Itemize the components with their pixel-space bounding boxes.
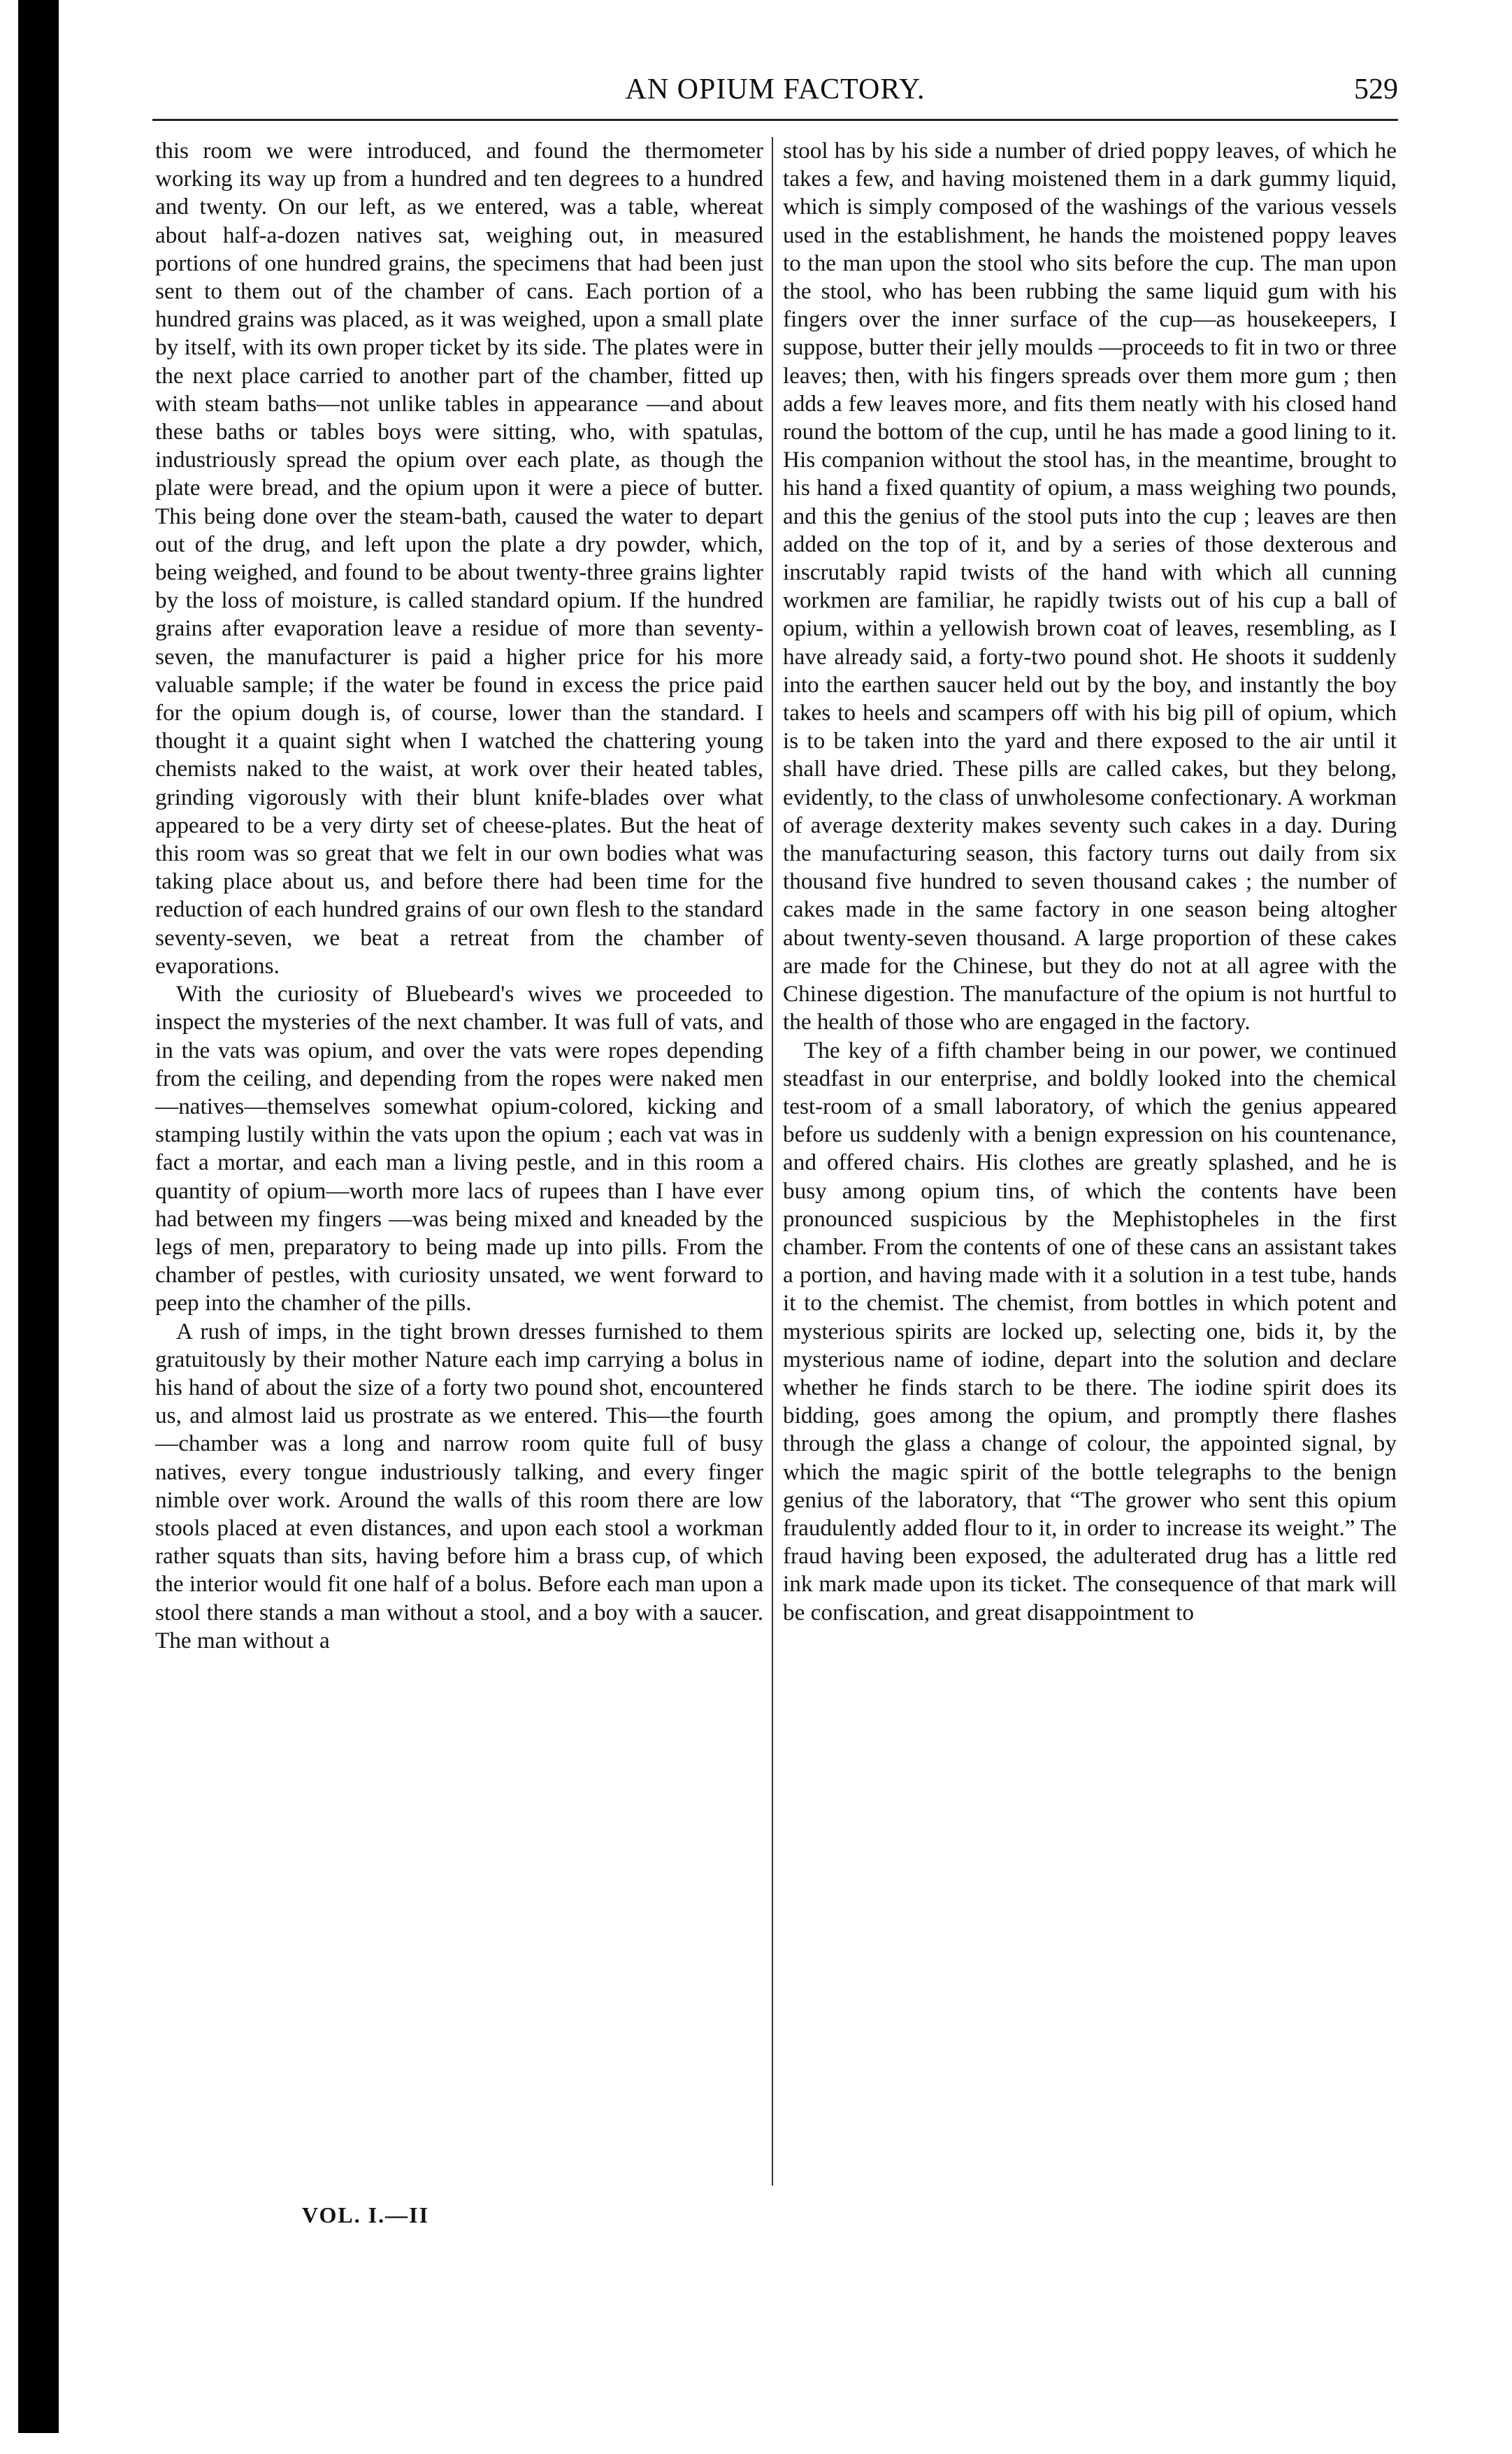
paragraph: this room we were introduced, and found the thermometer working its way up from a hundred and ten degrees to a hundred and twenty. On our left, as we entered, was a table, whereat about half-a-dozen natives sat, weighing out, in measured portions of one hundred grains, the specimens that had been just sent to them out of the chamber of cans. Each portion of a hundred grains was placed, as it was weighed, upon a small plate by itself, with its own proper ticket by its side. The plates were in the next place carried to another part of the chamber, fitted up with steam baths—not unlike tables in appearance —and about these baths or tables boys were sitting, who, with spatulas, industriously spread the opium over each plate, as though the plate were bread, and the opium upon it were a piece of butter. This being done over the steam-bath, caused the water to depart out of the drug, and left upon the plate a dry powder, which, being weighed, and found to be about twenty-three grains lighter by the loss of moisture, is called standard opium. If the hundred grains after evaporation leave a residue of more than seventy-seven, the manufacturer is paid a higher price for his more valuable sample; if the water be found in excess the price paid for the opium dough is, of course, lower than the standard. I thought it a quaint sight when I watched the chattering young chemists naked to the waist, at work over their heated tables, grinding vigorously with their blunt knife-blades over what appeared to be a very dirty set of cheese-plates. But the heat of this room was so great that we felt in our own bodies what was taking place about us, and before there had been time for the reduction of each hundred grains of our own flesh to the standard seventy-seven, we beat a retreat from the chamber of evaporations. xyxy=(155,138,763,979)
paragraph: A rush of imps, in the tight brown dresses furnished to them gratuitously by their mother Nature each imp carrying a bolus in his hand of about the size of a forty two pound shot, encountered us, and almost laid us prostrate as we entered. This—the fourth—chamber was a long and narrow room quite full of busy natives, every tongue industriously talking, and every finger nimble over work. Around the walls of this room there are low stools placed at even distances, and upon each stool a workman rather squats than sits, having before him a brass cup, of which the interior would fit one half of a bolus. Before each man upon a stool there stands a man without a stool, and a boy with a saucer. The man without a xyxy=(155,1318,763,1653)
column-right xyxy=(783,137,1397,1627)
paragraph: stool has by his side a number of dried poppy leaves, of which he takes a few, and having moistened them in a dark gummy liquid, which is simply composed of the washings of the various vessels used in the establishment, he hands the moistened poppy leaves to the man upon the stool who sits before the cup. The man upon the stool, who has been rubbing the same liquid gum with his fingers over the inner surface of the cup—as housekeepers, I suppose, butter their jelly moulds —proceeds to fit in two or three leaves; then, with his fingers spreads over them more gum ; then adds a few leaves more, and fits them neatly with his closed hand round the bottom of the cup, until he has made a good lining to it. His companion without the stool has, in the meantime, brought to his hand a fixed quantity of opium, a mass weighing two pounds, and this the genius of the stool puts into the cup ; leaves are then added on the top of it, and by a series of those dexterous and inscrutably rapid twists of the hand with which all cunning workmen are familiar, he rapidly twists out of his cup a ball of opium, within a yellowish brown coat of leaves, resembling, as I have already said, a forty-two pound shot. He shoots it suddenly into the earthen saucer held out by the boy, and instantly the boy takes to heels and scampers off with his big pill of opium, which is to be taken into the yard and there exposed to the air until it shall have dried. These pills are called cakes, but they belong, evidently, to the class of unwholesome confectionary. A workman of average dexterity makes seventy such cakes in a day. During the manufacturing season, this factory turns out daily from six thousand five hundred to seven thousand cakes ; the number of cakes made in the same factory in one season being altogher about twenty-seven thousand. A large proportion of these cakes are made for the Chinese, but they do not at all agree with the Chinese digestion. The manufacture of the opium is not hurtful to the health of those who are engaged in the factory. xyxy=(783,138,1397,1035)
running-title: AN OPIUM FACTORY. xyxy=(625,73,926,106)
column-divider xyxy=(772,137,773,2186)
header-rule xyxy=(152,119,1398,121)
column-left xyxy=(155,137,763,1655)
binding-edge xyxy=(18,0,59,2433)
page-number: 529 xyxy=(1354,73,1398,106)
running-head xyxy=(152,69,1398,117)
paragraph: With the curiosity of Bluebeard's wives we proceeded to inspect the mysteries of the next chamber. It was full of vats, and in the vats was opium, and over the vats were ropes depending from the ceiling, and depending from the ropes were naked men—natives—themselves somewhat opium-colored, kicking and stamping lustily within the vats upon the opium ; each vat was in fact a mortar, and each man a living pestle, and in this room a quantity of opium—worth more lacs of rupees than I have ever had between my fingers —was being mixed and kneaded by the legs of men, preparatory to being made up into pills. From the chamber of pestles, with curiosity unsated, we went forward to peep into the chamher of the pills. xyxy=(155,981,763,1316)
signature-mark: VOL. I.—II xyxy=(302,2202,430,2227)
paragraph: The key of a fifth chamber being in our power, we continued steadfast in our enterprise, and boldly looked into the chemical test-room of a small laboratory, of which the genius appeared before us suddenly with a benign expression on his countenance, and offered chairs. His clothes are greatly splashed, and he is busy among opium tins, of which the contents have been pronounced suspicious by the Mephistopheles in the first chamber. From the contents of one of these cans an assistant takes a portion, and having made with it a solution in a test tube, hands it to the chemist. The chemist, from bottles in which potent and mysterious spirits are locked up, selecting one, bids it, by the mysterious name of iodine, depart into the solution and declare whether he finds starch to be there. The iodine spirit does its bidding, goes among the opium, and promptly there flashes through the glass a change of colour, the appointed signal, by which the magic spirit of the bottle telegraphs to the benign genius of the laboratory, that “The grower who sent this opium fraudulently added flour to it, in order to increase its weight.” The fraud having been exposed, the adulterated drug has a little red ink mark made upon its ticket. The consequence of that mark will be confiscation, and great disappointment to xyxy=(783,1037,1397,1626)
